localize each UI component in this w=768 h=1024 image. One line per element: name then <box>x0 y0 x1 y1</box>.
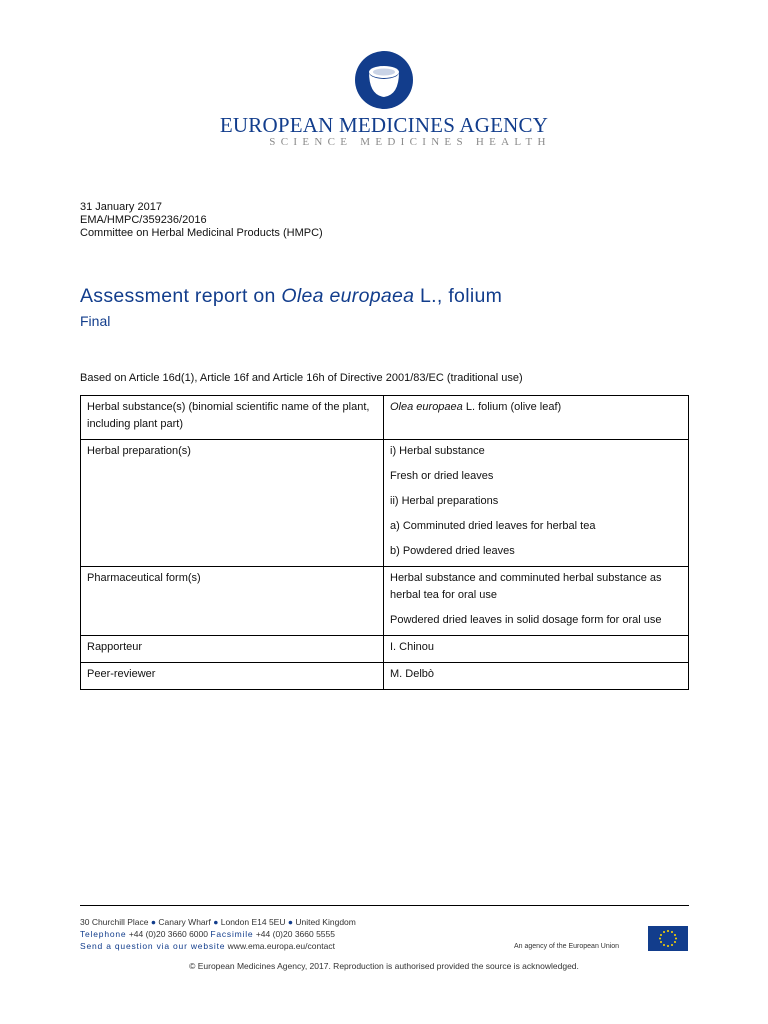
table-value: I. Chinou <box>384 636 689 663</box>
title-suffix: L., folium <box>414 285 503 307</box>
bullet-icon: ● <box>287 917 293 927</box>
facsimile-label: Facsimile <box>210 929 254 939</box>
value-line: Herbal substance and comminuted herbal substance as herbal tea for oral use <box>390 572 662 601</box>
value-line: Fresh or dried leaves <box>390 470 494 482</box>
footer-divider <box>80 905 689 906</box>
ema-logo-icon <box>354 50 414 110</box>
summary-table <box>80 395 689 690</box>
value-line: Powdered dried leaves in solid dosage form for oral use <box>390 614 662 626</box>
document-status: Final <box>80 313 111 329</box>
committee-name: Committee on Herbal Medicinal Products (HMPC) <box>80 227 323 239</box>
question-label: Send a question via our website <box>80 941 226 951</box>
footer-address <box>80 916 356 928</box>
title-species: Olea europaea <box>281 285 415 307</box>
table-row <box>81 663 689 690</box>
bullet-icon: ● <box>213 917 219 927</box>
table-label: Peer-reviewer <box>81 663 384 690</box>
agency-tagline: SCIENCE MEDICINES HEALTH <box>269 136 551 148</box>
address-part: London E14 5EU <box>220 917 286 927</box>
agency-name: EUROPEAN MEDICINES AGENCY <box>219 113 549 137</box>
footer-phone-line <box>80 928 356 940</box>
title-prefix: Assessment report on <box>80 285 282 307</box>
address-part: Canary Wharf <box>158 917 211 927</box>
eu-caption: An agency of the European Union <box>514 943 620 950</box>
address-part: United Kingdom <box>295 917 356 927</box>
document-title <box>80 285 502 308</box>
table-value <box>384 567 689 636</box>
table-label: Herbal substance(s) (binomial scientific name of the plant, including plant part) <box>81 396 384 440</box>
telephone-number: +44 (0)20 3660 6000 <box>128 929 208 939</box>
ema-logo <box>0 50 768 115</box>
document-meta <box>80 201 323 240</box>
value-rest: L. folium (olive leaf) <box>462 401 562 413</box>
address-part: 30 Churchill Place <box>80 917 149 927</box>
footer-contact <box>80 916 356 952</box>
value-line: ii) Herbal preparations <box>390 495 499 507</box>
value-line: a) Comminuted dried leaves for herbal tea <box>390 520 596 532</box>
table-label: Pharmaceutical form(s) <box>81 567 384 636</box>
document-reference: EMA/HMPC/359236/2016 <box>80 214 207 226</box>
website-link[interactable]: www.ema.europa.eu/contact <box>227 941 335 951</box>
footer-web-line <box>80 940 356 952</box>
table-row <box>81 440 689 567</box>
facsimile-number: +44 (0)20 3660 5555 <box>255 929 335 939</box>
value-line: b) Powdered dried leaves <box>390 545 515 557</box>
value-line: i) Herbal substance <box>390 445 485 457</box>
table-label: Herbal preparation(s) <box>81 440 384 567</box>
copyright-notice: © European Medicines Agency, 2017. Reproduction is authorised provided the source is acknowledged. <box>189 961 579 971</box>
value-species: Olea europaea <box>390 401 463 413</box>
legal-basis: Based on Article 16d(1), Article 16f and Article 16h of Directive 2001/83/EC (traditional use) <box>80 372 523 384</box>
table-value <box>384 440 689 567</box>
table-value: M. Delbò <box>384 663 689 690</box>
eu-flag-icon <box>648 926 688 951</box>
telephone-label: Telephone <box>80 929 127 939</box>
table-value <box>384 396 689 440</box>
table-label: Rapporteur <box>81 636 384 663</box>
table-row <box>81 636 689 663</box>
bullet-icon: ● <box>150 917 157 927</box>
table-row <box>81 396 689 440</box>
document-date: 31 January 2017 <box>80 201 162 213</box>
table-row <box>81 567 689 636</box>
